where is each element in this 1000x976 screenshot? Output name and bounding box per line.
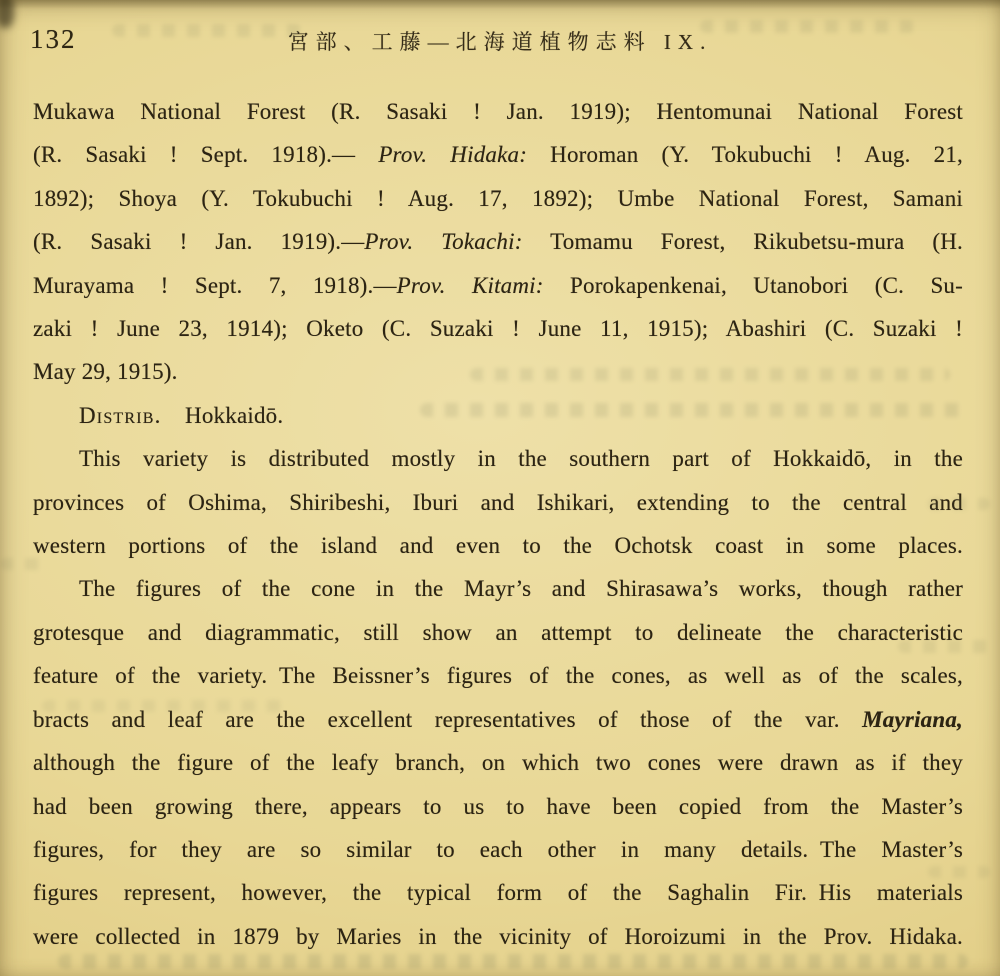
text-run: Tomamu Forest, Rikubetsu-mura (H. bbox=[522, 229, 963, 255]
text-run: Porokapenkenai, Utanobori (C. Su- bbox=[543, 272, 963, 298]
page-header bbox=[0, 20, 1000, 56]
text-run: (R. Sasaki ! Sept. 1918).— bbox=[33, 142, 379, 168]
page-number: 132 bbox=[30, 24, 77, 54]
text-line bbox=[33, 220, 963, 263]
text-line bbox=[33, 915, 963, 958]
text-line bbox=[33, 133, 963, 176]
text-line bbox=[33, 741, 963, 784]
text-run: The figures of the cone in the Mayr’s and Shirasawa’s works, though rather bbox=[79, 576, 963, 602]
text-run: were collected in 1879 by Maries in the vicinity of Horoizumi in the Prov. Hidaka. bbox=[33, 923, 963, 949]
text-run: May 29, 1915). bbox=[33, 359, 178, 385]
text-run: This variety is distributed mostly in the southern part of Hokkaidō, in the bbox=[79, 446, 963, 472]
page-body-text bbox=[33, 90, 963, 958]
text-run: grotesque and diagrammatic, still show an attempt to delineate the characteristic bbox=[33, 619, 963, 645]
text-run: although the figure of the leafy branch, on which two cones were drawn as if they bbox=[33, 750, 963, 776]
text-line bbox=[33, 264, 963, 307]
text-line bbox=[33, 481, 963, 524]
text-run: figures, for they are so similar to each other in many details. The Master’s bbox=[33, 836, 963, 862]
text-run: (R. Sasaki ! Jan. 1919).— bbox=[33, 229, 365, 255]
text-line bbox=[33, 654, 963, 697]
text-run: western portions of the island and even to the Ochotsk coast in some places. bbox=[33, 533, 963, 559]
text-run: zaki ! June 23, 1914); Oketo (C. Suzaki ! June 11, 1915); Abashiri (C. Suzaki ! bbox=[33, 316, 963, 342]
text-line bbox=[33, 350, 963, 393]
text-run: Mukawa National Forest (R. Sasaki ! Jan. 1919); Hentomunai National Forest bbox=[33, 99, 963, 124]
text-line bbox=[33, 90, 963, 133]
text-run: bracts and leaf are the excellent representatives of those of the var. bbox=[33, 706, 863, 732]
text-run: provinces of Oshima, Shiribeshi, Iburi and Ishikari, extending to the central and bbox=[33, 489, 963, 515]
scan-top-edge-shadow bbox=[0, 0, 1000, 9]
text-run: feature of the variety. The Beissner’s figures of the cones, as well as of the scales, bbox=[33, 663, 963, 689]
text-line bbox=[33, 437, 963, 480]
text-line bbox=[33, 698, 963, 741]
text-line bbox=[33, 567, 963, 610]
text-line bbox=[33, 394, 963, 437]
text-line bbox=[33, 177, 963, 220]
text-run: Hokkaidō. bbox=[161, 402, 284, 428]
text-run: 1892); Shoya (Y. Tokubuchi ! Aug. 17, 1892); Umbe National Forest, Samani bbox=[33, 185, 963, 211]
text-run: Horoman (Y. Tokubuchi ! Aug. 21, bbox=[527, 142, 963, 168]
journal-title: 宮部、工藤—北海道植物志料 IX. bbox=[287, 30, 713, 54]
text-run: Prov. Hidaka: bbox=[378, 142, 528, 168]
text-run: had been growing there, appears to us to have been copied from the Master’s bbox=[33, 793, 963, 819]
text-run: Distrib. bbox=[79, 402, 162, 428]
text-run: figures represent, however, the typical form of the Saghalin Fir. His materials bbox=[33, 880, 963, 906]
text-line bbox=[33, 828, 963, 871]
text-run: Mayriana, bbox=[862, 706, 963, 732]
text-run: Prov. Tokachi: bbox=[364, 229, 523, 255]
text-line bbox=[33, 871, 963, 914]
text-line bbox=[33, 524, 963, 567]
text-line bbox=[33, 611, 963, 654]
text-run: Murayama ! Sept. 7, 1918).— bbox=[33, 272, 397, 298]
text-line bbox=[33, 307, 963, 350]
paragraphs bbox=[33, 90, 963, 958]
text-run: Prov. Kitami: bbox=[396, 272, 544, 298]
text-line bbox=[33, 785, 963, 828]
